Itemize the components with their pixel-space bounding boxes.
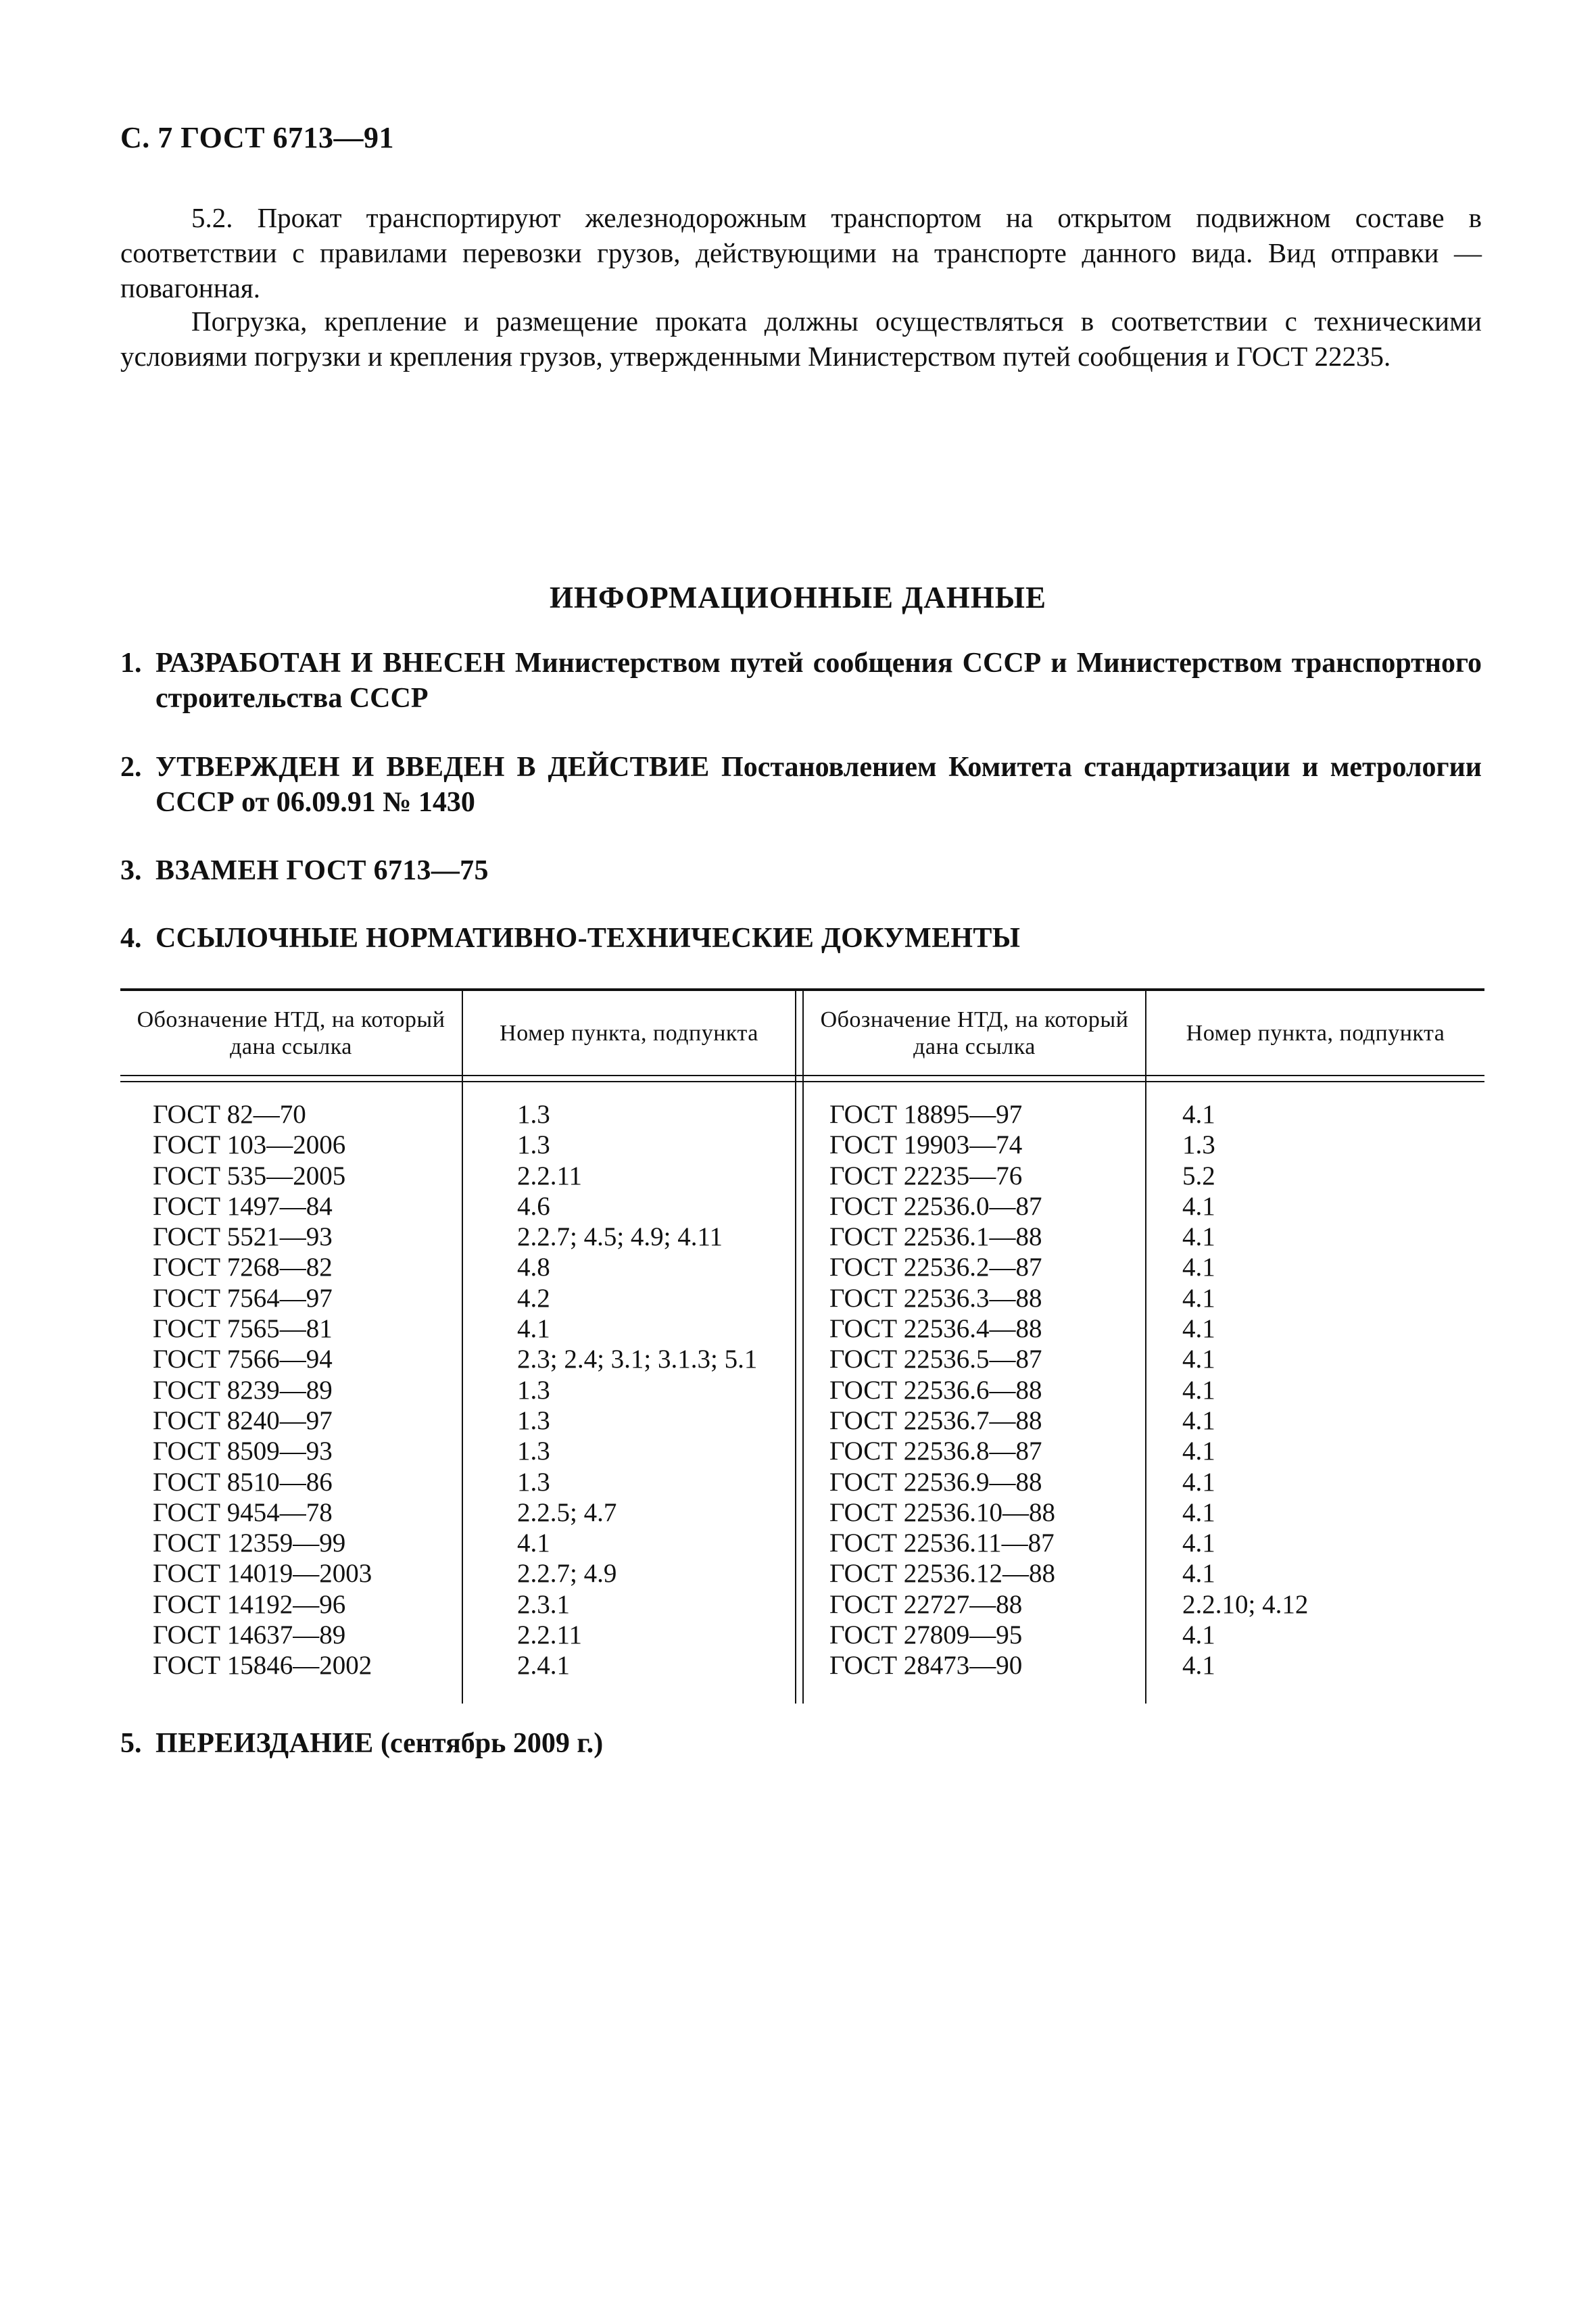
table-cell-clause: 1.3 [517, 1130, 550, 1160]
table-cell-doc: ГОСТ 28473—90 [829, 1651, 1023, 1681]
column-divider [802, 988, 804, 1704]
table-cell-clause: 4.1 [1182, 1467, 1215, 1497]
table-cell-doc: ГОСТ 22536.8—87 [829, 1437, 1042, 1466]
paragraph-text: Погрузка, крепление и размещение проката должны осуществляться в соответствии с техническими условиями погрузки и крепления грузов, утвержденными Министерством путей сообщения и ГОСТ 22235. [120, 306, 1482, 372]
table-cell-doc: ГОСТ 22536.12—88 [829, 1559, 1056, 1589]
reference-documents-table [120, 988, 1484, 1704]
table-cell-clause: 2.2.5; 4.7 [517, 1497, 617, 1527]
table-cell-doc: ГОСТ 22536.2—87 [829, 1253, 1042, 1282]
info-item-body [155, 646, 1482, 716]
table-cell-clause: 1.3 [1182, 1130, 1215, 1160]
info-item-heading: ПЕРЕИЗДАНИЕ [155, 1728, 374, 1759]
left-clause-column [517, 1099, 757, 1681]
table-cell-clause: 4.2 [517, 1283, 550, 1313]
table-cell-doc: ГОСТ 19903—74 [829, 1130, 1023, 1160]
table-cell-doc: ГОСТ 22235—76 [829, 1161, 1023, 1190]
table-cell-doc: ГОСТ 22727—88 [829, 1589, 1023, 1619]
table-cell-doc: ГОСТ 8509—93 [153, 1437, 333, 1466]
table-cell-doc: ГОСТ 8510—86 [153, 1467, 333, 1497]
info-item-body [155, 921, 1482, 956]
table-cell-clause: 4.1 [1182, 1651, 1215, 1681]
table-header-clause: Номер пункта, подпункта [1186, 1021, 1445, 1046]
table-cell-doc: ГОСТ 14637—89 [153, 1620, 346, 1650]
info-item-text: (сентябрь 2009 г.) [381, 1728, 604, 1759]
table-cell-doc: ГОСТ 27809—95 [829, 1620, 1023, 1650]
info-item-body [155, 750, 1482, 820]
table-cell-clause: 2.2.11 [517, 1620, 583, 1650]
table-cell-doc: ГОСТ 1497—84 [153, 1191, 333, 1221]
table-cell-doc: ГОСТ 22536.11—87 [829, 1528, 1055, 1558]
table-cell-clause: 4.1 [1182, 1253, 1215, 1282]
info-item-number: 5. [120, 1728, 142, 1759]
table-cell-clause: 1.3 [517, 1467, 550, 1497]
table-cell-doc: ГОСТ 7268—82 [153, 1253, 333, 1282]
paragraph-text: 5.2. Прокат транспортируют железнодорожным транспортом на открытом подвижном составе в соответствии с правилами перевозки грузов, действующими на транспорте данного вида. Вид отправки — повагонная. [120, 202, 1482, 304]
table-cell-doc: ГОСТ 7564—97 [153, 1283, 333, 1313]
table-cell-doc: ГОСТ 22536.1—88 [829, 1222, 1042, 1252]
table-cell-clause: 2.2.11 [517, 1161, 583, 1190]
table-cell-clause: 1.3 [517, 1405, 550, 1435]
table-cell-clause: 2.2.7; 4.9 [517, 1559, 617, 1589]
table-cell-clause: 4.1 [1182, 1375, 1215, 1405]
right-doc-column [829, 1099, 1055, 1681]
table-cell-doc: ГОСТ 15846—2002 [153, 1651, 372, 1681]
table-cell-clause: 2.3; 2.4; 3.1; 3.1.3; 5.1 [517, 1345, 758, 1374]
table-cell-doc: ГОСТ 103—2006 [153, 1130, 346, 1160]
info-item-number: 2. [120, 752, 142, 783]
info-data-title: ИНФОРМАЦИОННЫЕ ДАННЫЕ [550, 581, 1046, 614]
table-header-doc: Обозначение НТД, на который дана ссылка [137, 1007, 445, 1059]
table-cell-doc: ГОСТ 8240—97 [153, 1405, 333, 1435]
table-cell-clause: 4.1 [1182, 1497, 1215, 1527]
info-item-reissue [120, 1726, 1482, 1761]
column-divider [1145, 988, 1146, 1704]
table-cell-clause: 4.8 [517, 1253, 550, 1282]
table-cell-doc: ГОСТ 7565—81 [153, 1314, 333, 1344]
table-cell-clause: 1.3 [517, 1437, 550, 1466]
info-item-text: Министерством путей сообщения СССР и Министерством транспортного строительства СССР [155, 648, 1482, 714]
info-item-approved [120, 750, 1482, 820]
table-cell-doc: ГОСТ 14019—2003 [153, 1559, 372, 1589]
table-cell-clause: 4.1 [1182, 1345, 1215, 1374]
table-cell-doc: ГОСТ 22536.3—88 [829, 1283, 1042, 1313]
right-clause-column [1182, 1099, 1308, 1681]
info-item-heading: ВЗАМЕН ГОСТ 6713—75 [155, 855, 489, 886]
table-cell-doc: ГОСТ 18895—97 [829, 1100, 1023, 1129]
table-cell-clause: 4.1 [517, 1528, 550, 1558]
table-header-clause: Номер пункта, подпункта [500, 1021, 758, 1046]
info-item-text: Постановлением Комитета стандартизации и метрологии СССР от 06.09.91 № 1430 [155, 752, 1482, 818]
info-item-number: 4. [120, 923, 142, 954]
left-doc-column [153, 1099, 372, 1681]
table-cell-doc: ГОСТ 22536.10—88 [829, 1497, 1056, 1527]
table-cell-doc: ГОСТ 7566—94 [153, 1345, 333, 1374]
info-item-replaces [120, 853, 1482, 888]
section-5-2-paragraph-2 [120, 304, 1482, 374]
table-cell-doc: ГОСТ 14192—96 [153, 1589, 346, 1619]
table-cell-clause: 4.1 [1182, 1283, 1215, 1313]
info-item-heading: ССЫЛОЧНЫЕ НОРМАТИВНО-ТЕХНИЧЕСКИЕ ДОКУМЕНТЫ [155, 923, 1021, 954]
table-cell-clause: 4.1 [1182, 1437, 1215, 1466]
table-cell-clause: 4.1 [1182, 1191, 1215, 1221]
table-cell-clause: 4.1 [517, 1314, 550, 1344]
table-cell-clause: 4.1 [1182, 1314, 1215, 1344]
table-cell-clause: 4.6 [517, 1191, 550, 1221]
table-cell-clause: 4.1 [1182, 1100, 1215, 1129]
table-cell-clause: 1.3 [517, 1375, 550, 1405]
info-item-body [155, 853, 1482, 888]
table-cell-clause: 2.3.1 [517, 1589, 570, 1619]
table-cell-clause: 4.1 [1182, 1559, 1215, 1589]
info-item-references [120, 921, 1482, 956]
table-cell-doc: ГОСТ 22536.0—87 [829, 1191, 1042, 1221]
info-item-number: 3. [120, 855, 142, 886]
table-header-doc: Обозначение НТД, на который дана ссылка [820, 1007, 1129, 1059]
table-cell-doc: ГОСТ 5521—93 [153, 1222, 333, 1252]
table-cell-doc: ГОСТ 22536.9—88 [829, 1467, 1042, 1497]
table-cell-clause: 1.3 [517, 1100, 550, 1129]
info-item-body [155, 1726, 1482, 1761]
table-cell-doc: ГОСТ 22536.7—88 [829, 1405, 1042, 1435]
page-header: С. 7 ГОСТ 6713—91 [120, 121, 395, 154]
info-item-heading: РАЗРАБОТАН И ВНЕСЕН [155, 648, 506, 679]
table-cell-clause: 2.2.7; 4.5; 4.9; 4.11 [517, 1222, 723, 1252]
column-divider [462, 988, 463, 1704]
table-cell-doc: ГОСТ 12359—99 [153, 1528, 346, 1558]
table-cell-clause: 4.1 [1182, 1222, 1215, 1252]
section-5-2-paragraph-1 [120, 200, 1482, 306]
table-cell-clause: 5.2 [1182, 1161, 1215, 1190]
table-cell-clause: 4.1 [1182, 1405, 1215, 1435]
table-cell-doc: ГОСТ 535—2005 [153, 1161, 346, 1190]
table-cell-doc: ГОСТ 22536.4—88 [829, 1314, 1042, 1344]
table-cell-clause: 4.1 [1182, 1620, 1215, 1650]
table-cell-doc: ГОСТ 9454—78 [153, 1497, 333, 1527]
info-item-developed [120, 646, 1482, 716]
info-item-number: 1. [120, 648, 142, 679]
table-cell-doc: ГОСТ 22536.5—87 [829, 1345, 1042, 1374]
table-cell-doc: ГОСТ 8239—89 [153, 1375, 333, 1405]
column-divider [795, 988, 796, 1704]
table-cell-clause: 2.4.1 [517, 1651, 570, 1681]
table-cell-clause: 2.2.10; 4.12 [1182, 1589, 1309, 1619]
table-cell-doc: ГОСТ 22536.6—88 [829, 1375, 1042, 1405]
table-cell-doc: ГОСТ 82—70 [153, 1100, 306, 1129]
info-item-heading: УТВЕРЖДЕН И ВВЕДЕН В ДЕЙСТВИЕ [155, 752, 710, 783]
table-cell-clause: 4.1 [1182, 1528, 1215, 1558]
